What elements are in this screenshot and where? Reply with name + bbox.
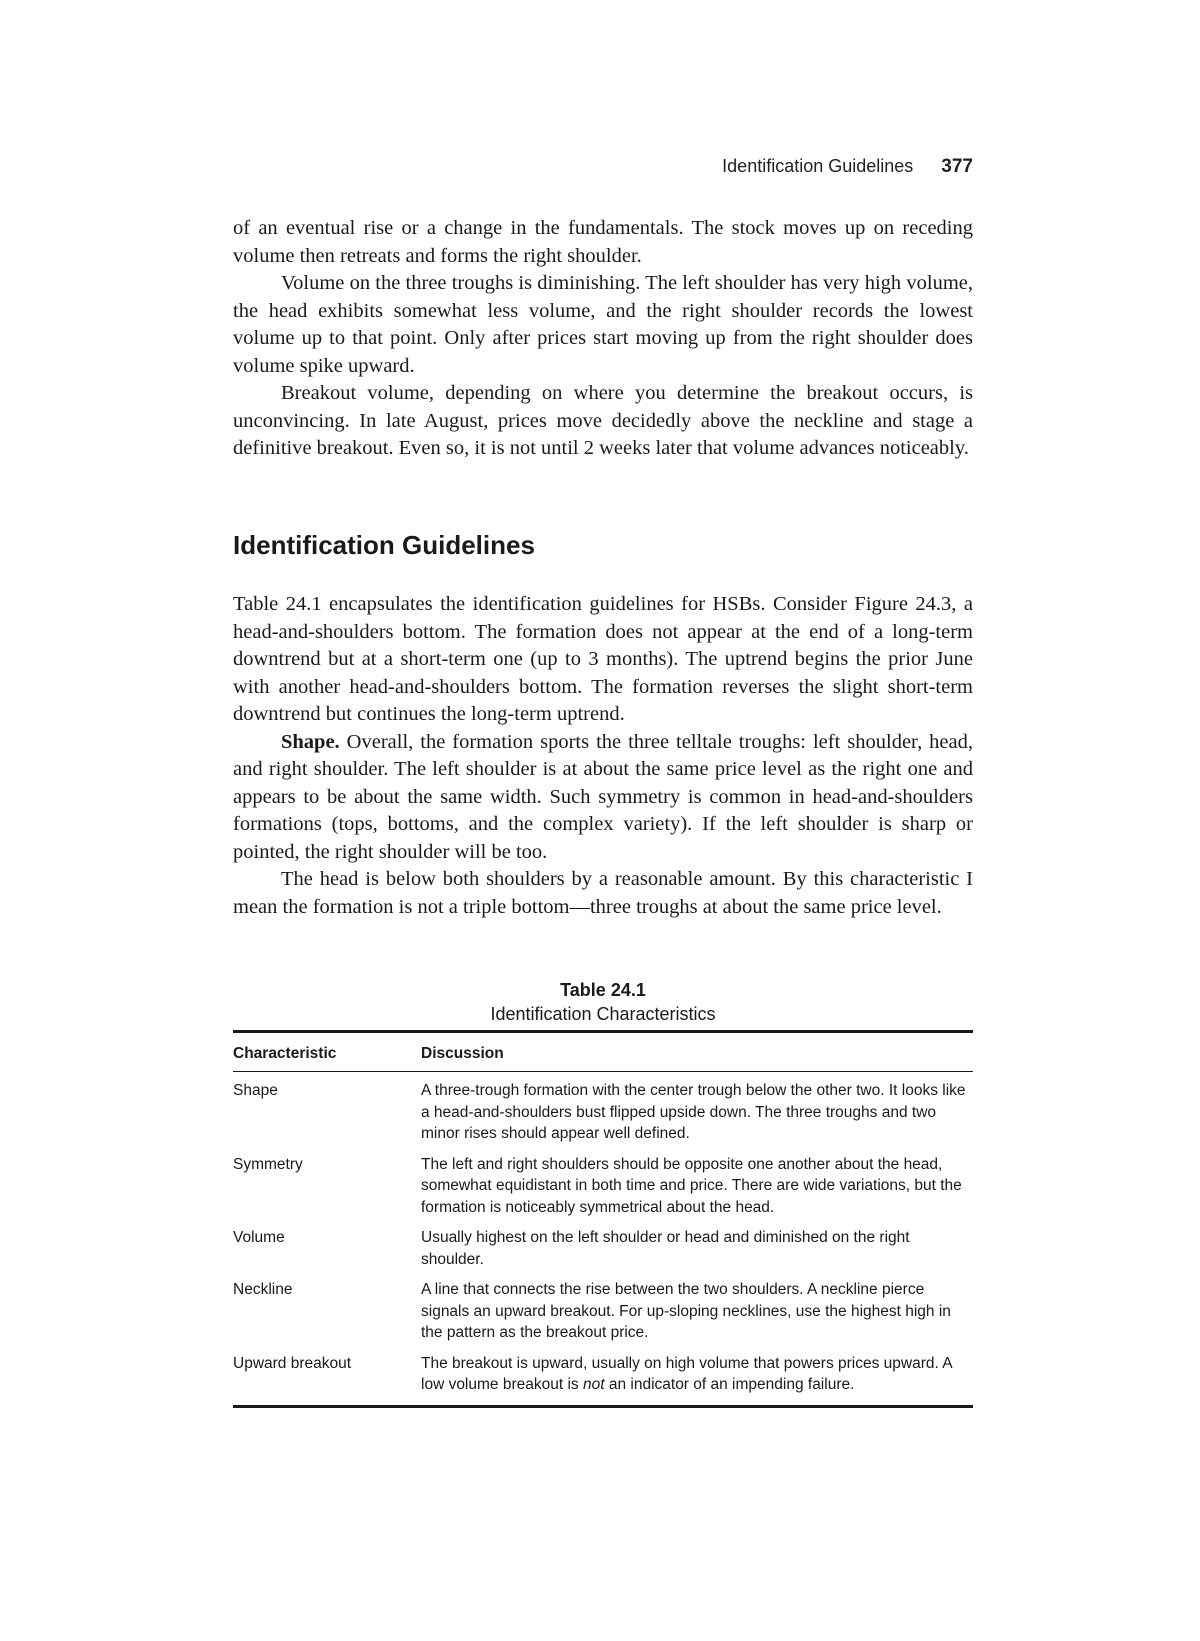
- row-characteristic: Upward breakout: [233, 1354, 352, 1372]
- table-title: Identification Characteristics: [490, 1004, 716, 1024]
- table-row: [233, 1154, 973, 1219]
- row-characteristic: Symmetry: [233, 1155, 303, 1173]
- paragraph: Table 24.1 encapsulates the identification guidelines for HSBs. Consider Figure 24.3, a head-and-shoulders bottom. The formation does not appear at the end of a long-term downtrend but at a short-term one (up to 3 months). The uptrend begins the prior June with another head-and-shoulders bottom. The formation reverses the slight short-term downtrend but continues the long-term uptrend.: [233, 593, 973, 725]
- table-header-row: [233, 1033, 973, 1072]
- running-head: [722, 156, 973, 178]
- run-in-heading: Shape.: [281, 730, 340, 753]
- paragraph: [233, 729, 973, 867]
- table-body: [233, 1080, 973, 1405]
- row-discussion: [421, 1353, 973, 1396]
- column-header-discussion: Discussion: [421, 1045, 504, 1062]
- paragraph: The head is below both shoulders by a reasonable amount. By this characteristic I mean the formation is not a triple bottom—three troughs at about the same price level.: [233, 868, 973, 918]
- row-discussion: Usually highest on the left shoulder or head and diminished on the right shoulder.: [421, 1229, 910, 1268]
- paragraph-text: Overall, the formation sports the three telltale troughs: left shoulder, head, and right shoulder. The left shoulder is at about the same price level as the right one and appears to be about the same width. Such symmetry is common in head-and-shoulders formations (tops, bottoms, and the complex variety). If the left shoulder is sharp or pointed, the right shoulder will be too.: [233, 730, 973, 863]
- running-head-title: Identification Guidelines: [722, 156, 914, 176]
- identification-table: [233, 1030, 973, 1408]
- row-characteristic: Volume: [233, 1229, 285, 1246]
- table-number: Table 24.1: [560, 980, 646, 1000]
- section-heading: Identification Guidelines: [233, 530, 535, 560]
- paragraph: Volume on the three troughs is diminishing. The left shoulder has very high volume, the head exhibits somewhat less volume, and the right shoulder records the lowest volume up to that point. Only after prices start moving up from the right shoulder does volume spike upward.: [233, 272, 973, 377]
- discussion-text: The breakout is upward, usually on high volume that powers prices upward. A low volume breakout is: [421, 1354, 952, 1393]
- row-discussion: A line that connects the rise between the two shoulders. A neckline pierce signals an upward breakout. For up-sloping necklines, use the highest high in the pattern as the breakout price.: [421, 1281, 951, 1341]
- table-row: [233, 1279, 973, 1344]
- paragraph: Breakout volume, depending on where you determine the breakout occurs, is unconvincing. In late August, prices move decidedly above the neckline and stage a definitive breakout. Even so, it is not until 2 weeks later that volume advances noticeably.: [233, 382, 973, 459]
- row-characteristic: Shape: [233, 1082, 278, 1099]
- emphasis-text: not: [582, 1376, 605, 1393]
- row-characteristic: Neckline: [233, 1281, 293, 1298]
- column-header-characteristic: Characteristic: [233, 1045, 337, 1062]
- body-text-top: [233, 215, 973, 463]
- table-row: [233, 1080, 973, 1145]
- paragraph: of an eventual rise or a change in the fundamentals. The stock moves up on receding volume then retreats and forms the right shoulder.: [233, 217, 973, 267]
- table-row: [233, 1353, 973, 1396]
- row-discussion: The left and right shoulders should be opposite one another about the head, somewhat equidistant in both time and price. There are wide variations, but the formation is noticeably symmetrical about the head.: [421, 1155, 962, 1216]
- row-discussion: A three-trough formation with the center trough below the other two. It looks like a head-and-shoulders bust flipped upside down. The three troughs and two minor rises should appear well defined.: [421, 1082, 966, 1142]
- body-text-section: [233, 591, 973, 921]
- table-caption: [233, 978, 973, 1026]
- page-number: 377: [941, 156, 973, 177]
- table-row: [233, 1227, 973, 1270]
- discussion-text: an indicator of an impending failure.: [604, 1376, 855, 1393]
